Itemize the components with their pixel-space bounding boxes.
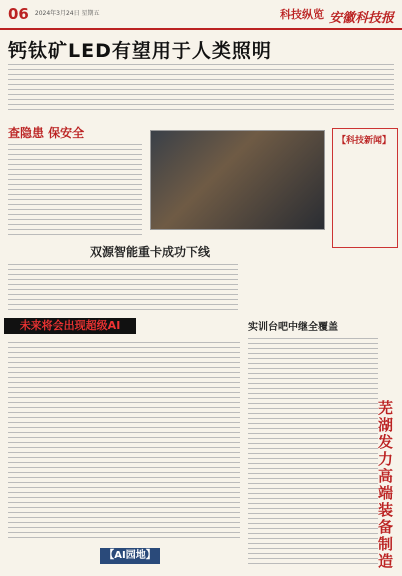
vertical-headline: 芜湖发力高端装备制造 [376, 400, 394, 570]
sidebar-title: 【科技新闻】 [337, 136, 392, 146]
issue-meta: 2024年3月24日 星期五 [34, 10, 100, 17]
right-article-text [248, 336, 378, 566]
right-subhead: 实训台吧中继全覆盖 [248, 322, 338, 333]
ai-corner-tag: 【AI园地】 [100, 548, 160, 564]
main-headline: 钙钛矿LED有望用于人类照明 [8, 40, 272, 62]
ai-banner: 未来将会出现超级AI [4, 318, 136, 334]
left-red-subhead: 查隐患 保安全 [8, 126, 85, 140]
lead-article-text [8, 62, 394, 114]
paper-logo: 安徽科技报 [328, 11, 394, 26]
ai-article-text [8, 340, 240, 540]
center-subhead: 双源智能重卡成功下线 [90, 245, 211, 259]
sidebar-box [332, 128, 398, 248]
section-title: 科技纵览 [280, 8, 324, 21]
page-number: 06 [8, 5, 29, 23]
center-article-text [8, 262, 238, 312]
worker-photo [150, 130, 325, 230]
left-column-text [8, 142, 142, 237]
page-header [0, 0, 402, 30]
